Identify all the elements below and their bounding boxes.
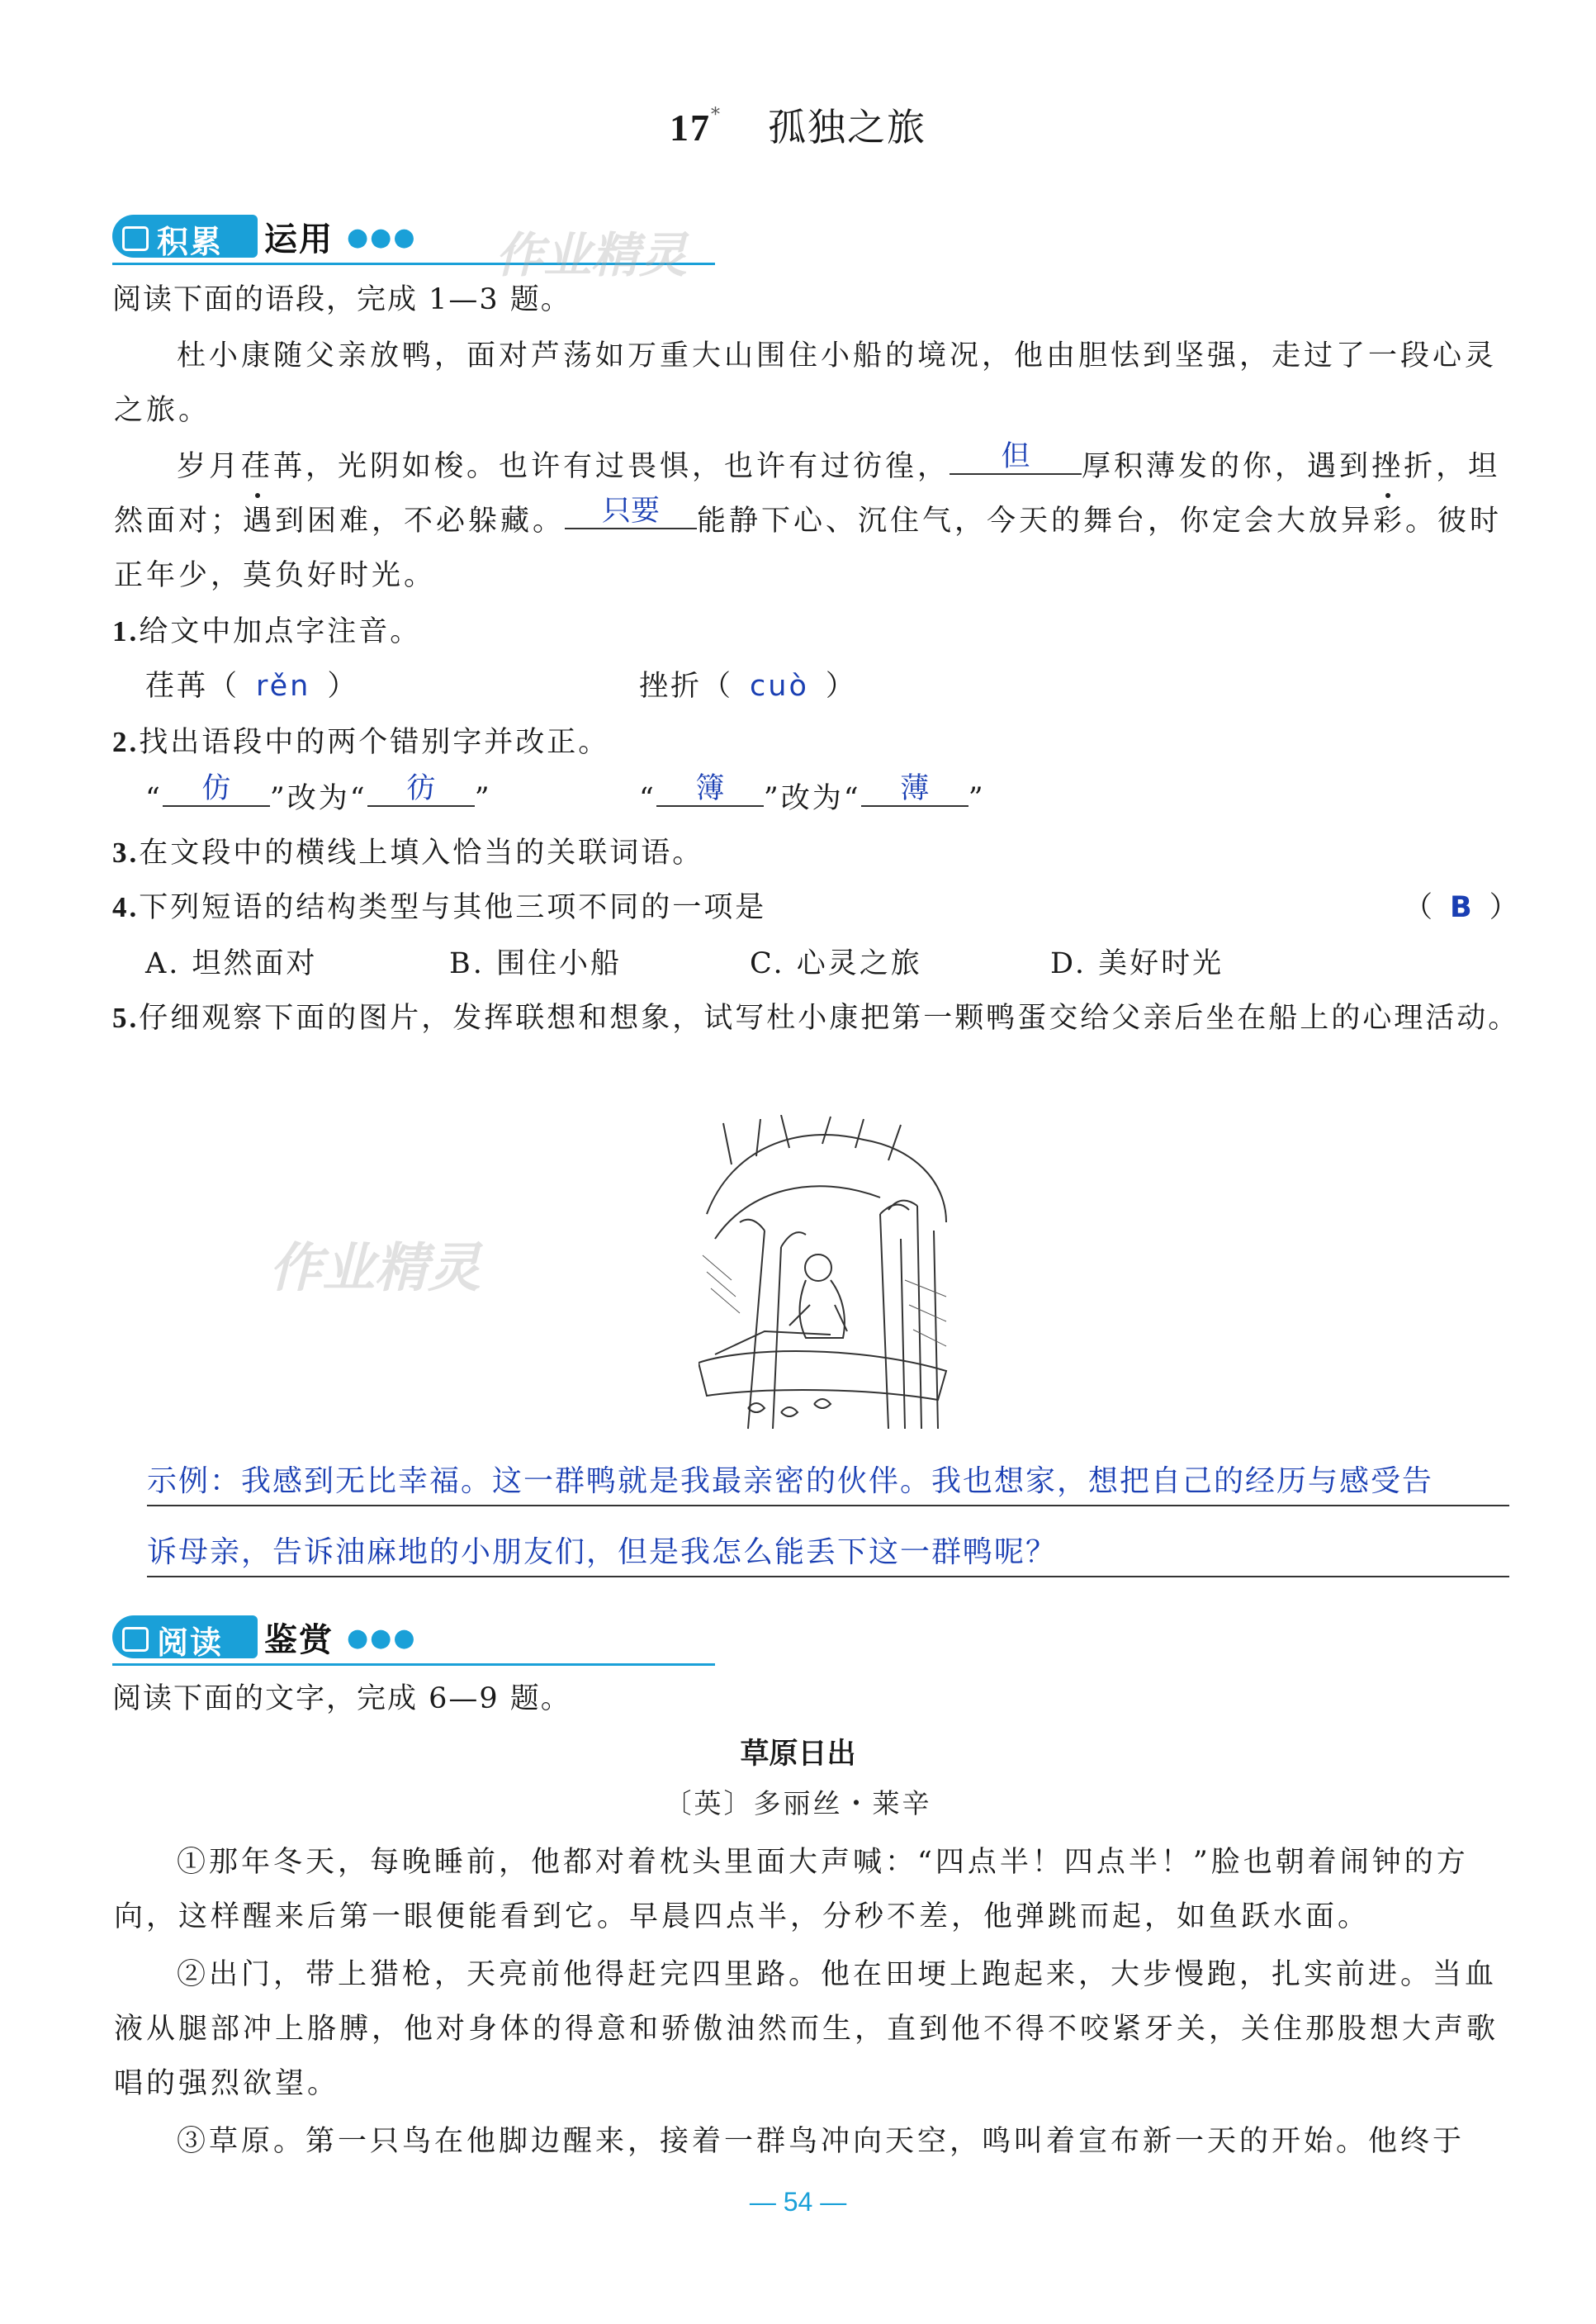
right-char-2: 薄 [861, 772, 968, 807]
article-paragraph-2: ②出门，带上猎枪，天亮前他得赶完四里路。他在田埂上跑起来，大步慢跑，扎实前进。当血液从腿部冲上胳膊，他对身体的得意和骄傲油然而生，直到他不得不咬紧牙关，关住那股想大声歌唱的强烈欲望。 [114, 1958, 1499, 2100]
q4-option-b: B. 围住小船 [449, 947, 622, 980]
dotted-char: 荏 [241, 450, 274, 483]
watermark: 作业精灵 [269, 1238, 481, 1299]
section-header-label: 鉴赏 [264, 1621, 334, 1659]
article-paragraph-1: ①那年冬天，每晚睡前，他都对着枕头里面大声喊：“四点半！四点半！”脸也朝着闹钟的方向，这样醒来后第一眼便能看到它。早晨四点半，分秒不差，他弹跳而起，如鱼跃水面。 [114, 1846, 1469, 1933]
question-4: 4.下列短语的结构类型与其他三项不同的一项是 [112, 891, 767, 924]
q2-correction-2: “ 簿 ”改为“ 薄 ” [639, 772, 986, 815]
section-pill [112, 215, 258, 258]
answer-blank-2: 只要 [565, 495, 697, 529]
passage-paragraph-1: 杜小康随父亲放鸭，面对芦荡如万重大山围住小船的境况，他由胆怯到坚强，走过了一段心灵之旅。 [114, 339, 1498, 427]
pinyin-answer-1: rěn [256, 670, 311, 703]
article-author: 〔英〕多丽丝・莱辛 [664, 1787, 932, 1819]
lesson-number: 17 [670, 107, 711, 149]
lesson-mark: * [711, 105, 722, 126]
dots-icon: ●●● [347, 223, 417, 252]
section-pill-label: 积累 [157, 224, 224, 260]
lesson-title [0, 97, 1596, 152]
question-2: 2.找出语段中的两个错别字并改正。 [112, 726, 610, 759]
article-title: 草原日出 [740, 1738, 856, 1771]
passage-paragraph-2: 岁月荏苒，光阴如梭。也许有过畏惧，也许有过彷徨， 但 厚积薄发的你，遇到挫折，坦然面对；遇到困难，不必躲藏。 只要 能静下心、沉住气，今天的舞台，你定会大放异彩。彼时正年少，莫负好时光。 [114, 440, 1503, 592]
section-pill [112, 1615, 258, 1661]
wrong-char-2: 簿 [656, 772, 764, 807]
instruction-1-3: 阅读下面的语段，完成 1—3 题。 [112, 283, 571, 316]
pinyin-answer-2: cuò [750, 670, 809, 703]
section-header-label: 运用 [264, 221, 334, 258]
illustration-boy-on-boat [699, 1115, 953, 1430]
q5-answer-line-2: 诉母亲，告诉油麻地的小朋友们，但是我怎么能丢下这一群鸭呢？ [147, 1530, 1509, 1577]
tag-icon [122, 226, 149, 251]
dotted-char: 挫 [1371, 450, 1404, 483]
dots-icon: ●●● [347, 1624, 417, 1653]
section-pill-label: 阅读 [157, 1624, 224, 1661]
watermark: 作业精灵 [495, 227, 688, 283]
instruction-6-9: 阅读下面的文字，完成 6—9 题。 [112, 1682, 571, 1715]
q4-option-d: D. 美好时光 [1050, 947, 1224, 980]
q4-option-c: C. 心灵之旅 [750, 947, 922, 980]
q4-option-a: A. 坦然面对 [145, 947, 318, 980]
question-3: 3.在文段中的横线上填入恰当的关联词语。 [112, 837, 704, 870]
tag-icon [122, 1627, 149, 1652]
section-header-reading [112, 1612, 740, 1662]
page-number: — 54 — [749, 2187, 847, 2217]
q5-answer-line-1: 示例：我感到无比幸福。这一群鸭就是我最亲密的伙伴。我也想家，想把自己的经历与感受告 [147, 1458, 1509, 1506]
q4-answer: B [1450, 891, 1475, 924]
question-1: 1.给文中加点字注音。 [112, 615, 422, 648]
section-underline [112, 1663, 715, 1666]
lesson-name: 孤独之旅 [768, 105, 926, 149]
article-paragraph-3: ③草原。第一只鸟在他脚边醒来，接着一群鸟冲向天空，鸣叫着宣布新一天的开始。他终于 [177, 2125, 1466, 2158]
question-5: 5.仔细观察下面的图片，发挥联想和想象，试写杜小康把第一颗鸭蛋交给父亲后坐在船上的心理活动。 [112, 1002, 1520, 1035]
answer-blank-1: 但 [950, 440, 1082, 475]
wrong-char-1: 仿 [163, 772, 270, 807]
q1-item-1: 荏苒（ rěn ） [145, 670, 359, 703]
q1-item-2: 挫折（ cuò ） [639, 670, 857, 703]
q2-correction-1: “ 仿 ”改为“ 彷 ” [145, 772, 492, 815]
q4-answer-paren: （ B ） [1404, 891, 1521, 924]
right-char-1: 彷 [367, 772, 475, 807]
